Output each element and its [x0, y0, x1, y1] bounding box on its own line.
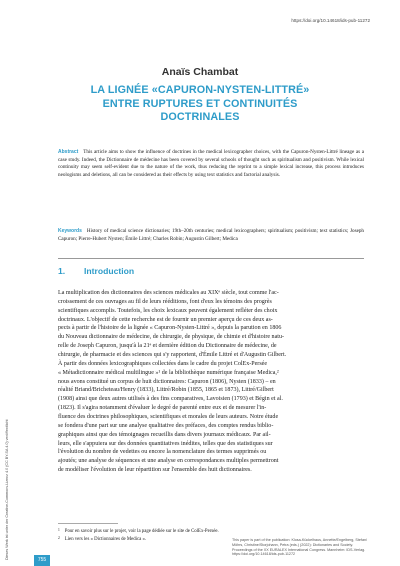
- keywords-text: History of medical science dictionaries; 19th–20th centuries; medical lexicographers; spiritualism; positivism; text statistics; Joseph Capuron; Pierre-Hubert Nysten; Émile Littré; Charles Robin; Augustin Gilbert; Medica: [58, 228, 364, 242]
- body-line: scientifiques accomplis. Toutefois, les choix lexicaux peuvent également refléter des choix: [58, 307, 278, 314]
- footnote-text: Pour en savoir plus sur le projet, voir la page dédiée sur le site de ColEx-Persée.: [64, 529, 219, 534]
- footnote-1: [58, 527, 364, 535]
- footnote-divider: [58, 523, 118, 524]
- footnote-text: Lien vers les « Dictionnaires de Medica ».: [64, 537, 147, 542]
- body-line: nous avons constitué un corpus de huit dictionnaires: Capuron (1806), Nysten (1833) – en: [58, 378, 276, 385]
- section-number: 1.: [58, 266, 66, 276]
- footer-line: Proceedings of the XX EURALEX International Congress. Mannheim: IDS-Verlag.: [232, 547, 366, 552]
- body-line: À partir des données lexicographiques collectées dans le cadre du projet ColEx-Persée: [58, 360, 268, 367]
- body-line: pects à partir de l'histoire de la lignée « Capuron-Nysten-Littré », depuis la parution en 1806: [58, 325, 282, 332]
- page-number: 755: [37, 557, 47, 563]
- body-line: croissement de ces ouvrages au fil de leurs rééditions, font d'eux les témoins des progrès: [58, 298, 272, 305]
- body-line: (1823). Il s'agira notamment d'évaluer le degré de parenté entre eux et de mesurer l'in-: [58, 405, 267, 412]
- publication-footer: [232, 538, 382, 557]
- body-line: chirurgie, de pharmacie et des sciences qui s'y rapportent, d'Émile Littré et d'Augustin Gilbert.: [58, 352, 287, 359]
- footer-line: This paper is part of the publication: Klosa-Kückelhaus, Annette/Engelberg, Stefan/: [232, 538, 368, 542]
- body-line: se fondera d'une part sur une analyse qualitative des préfaces, des comptes rendus biblio-: [58, 422, 274, 429]
- body-line: de modéliser l'évolution de leur répartition sur l'ensemble des huit dictionnaires.: [58, 467, 252, 474]
- body-line: « Métadictionnaire médical multilingue »¹ de la bibliothèque numérique française Medica,²: [58, 369, 279, 376]
- body-line: du Nouveau dictionnaire de médecine, de chirurgie, de physique, de chimie et d'histoire natu-: [58, 334, 284, 341]
- license-side-note: [0, 419, 10, 560]
- body-line: leurs, elle s'appuiera sur des données quantitatives inédites, telles que des statistiques sur: [58, 440, 273, 447]
- license-text: Dieses Werk ist unter der Creative-Commons-Lizenz 4.0 (CC BY-SA 4.0) veröffentlicht: [5, 419, 9, 560]
- author-name: Anaïs Chambat: [161, 66, 239, 78]
- abstract-label: Abstract: [58, 149, 79, 155]
- section-divider: [58, 258, 364, 259]
- footnote-number: 1: [58, 528, 60, 532]
- body-text: [58, 289, 364, 475]
- abstract-block: [58, 149, 364, 179]
- footer-line: Möhrs, Christine/Storjohann, Petra (eds.) (2022): Dictionaries and Society.: [232, 542, 354, 547]
- body-line: (1908) ainsi que deux autres utilisés à des fins comparatives, Lavoisien (1793) et Bégin et al.: [58, 396, 283, 403]
- page-number-badge: [34, 555, 50, 566]
- body-line: La multiplication des dictionnaires des sciences médicales au XIXᵉ siècle, tout comme l'ac-: [58, 290, 279, 296]
- body-line: réalité Briand/Bricheteau/Henry (1833), Littré/Robin (1855, 1865 et 1873), Littré/Gilbert: [58, 387, 274, 394]
- title-line: LA LIGNÉE «CAPURON-NYSTEN-LITTRÉ»: [90, 84, 310, 96]
- keywords-block: [58, 228, 364, 243]
- keywords-label: Keywords: [58, 228, 82, 234]
- body-line: l'évolution du nombre de vedettes ou encore la nomenclature des termes supprimés ou: [58, 449, 267, 456]
- abstract-text: This article aims to show the influence of doctrines in the medical lexicographer choices, with the Capuron-Nysten-Littré lineage as a case study. Indeed, the Dictionnaire de médecine has been covered by several schools of thought such as spiritualism and positivism. While lexical continuity may seem self-evident due to the nature of the work, thus reducing the reprint to a simple lexical increase, this process introduces neologisms and deletions, all can be considered as their effects by using text statistics and factorial analysis.: [58, 149, 364, 178]
- body-line: fluence des doctrines philosophiques, scientifiques et morales de leurs auteurs. Notre étude: [58, 414, 279, 421]
- article-title: [0, 84, 400, 125]
- section-heading: [58, 266, 134, 276]
- title-line: DOCTRINALES: [160, 111, 240, 124]
- footnote-number: 2: [58, 536, 60, 540]
- section-title: Introduction: [84, 266, 135, 276]
- body-line: relle de Joseph Capuron, jusqu'à la 21ᵉ et dernière édition du Dictionnaire de médecine, de: [58, 343, 277, 350]
- footer-line[interactable]: https://doi.org/10.14618/ids-pub-11272: [232, 552, 296, 557]
- body-line: graphiques ainsi que des témoignages recueillis dans divers journaux médicaux. Par ail-: [58, 431, 271, 438]
- title-line: ENTRE RUPTURES ET CONTINUITÉS: [102, 97, 298, 110]
- doi-link[interactable]: https://doi.org/10.14618/ids-pub-11272: [291, 18, 370, 23]
- body-line: ajoutés; une analyse de séquences et une analyse en correspondances multiples permettront: [58, 458, 279, 465]
- body-line: doctrinaux. L'objectif de cette recherche est de fournir un premier aperçu de ces deux as-: [58, 316, 273, 323]
